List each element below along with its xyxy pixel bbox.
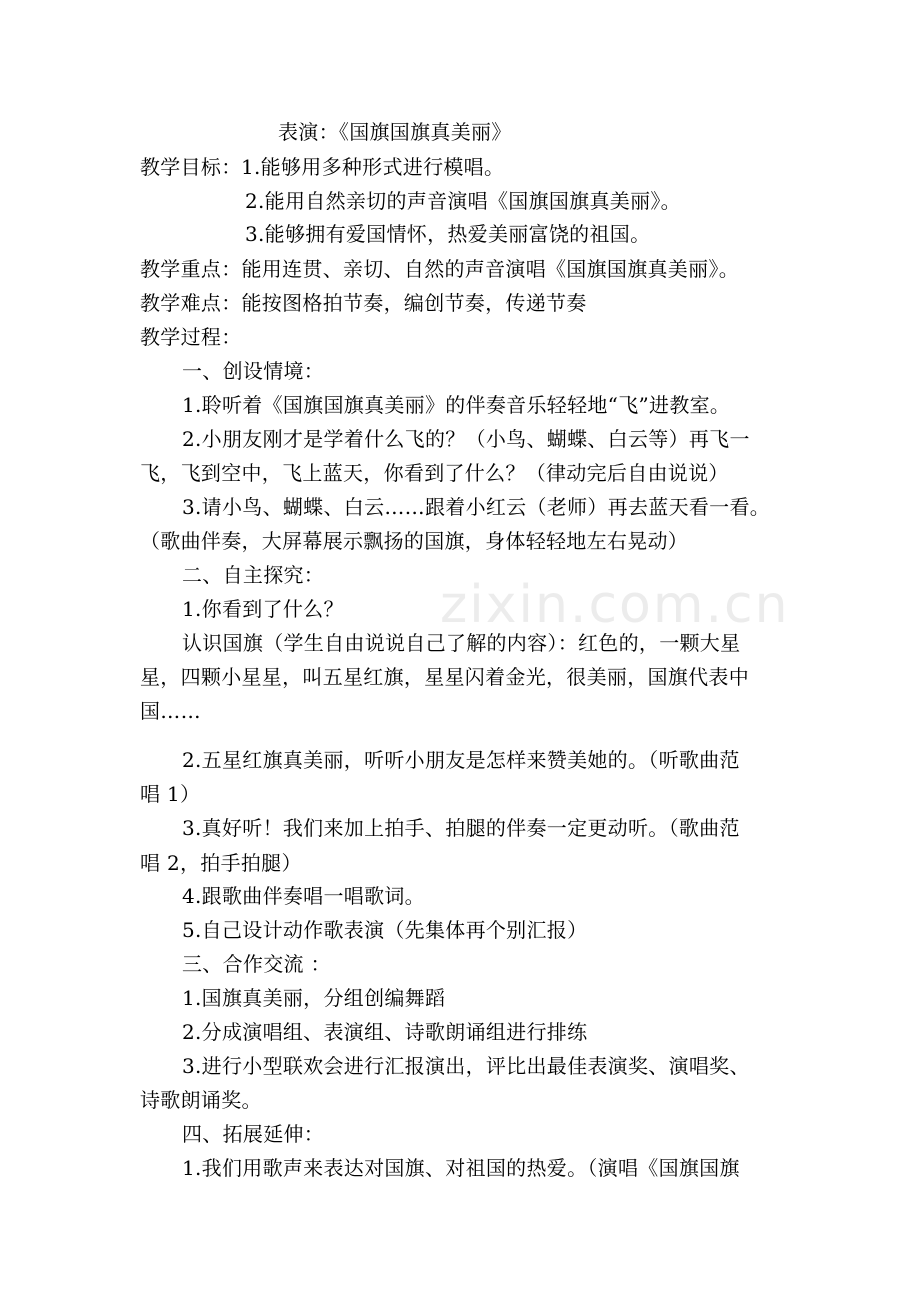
section-3-item-1: 1.国旗真美丽，分组创编舞蹈 — [182, 986, 446, 1010]
goal-3: 3.能够拥有爱国情怀，热爱美丽富饶的祖国。 — [245, 222, 651, 246]
document-title: 表演：《国旗国旗真美丽》 — [278, 120, 512, 144]
watermark: zixin.com.cn — [440, 575, 790, 635]
section-1-heading: 一、创设情境： — [182, 359, 325, 383]
section-2-item-3-line-2: 唱 2，拍手拍腿） — [140, 851, 302, 875]
section-2-item-2-line-2: 唱 1） — [140, 782, 201, 806]
section-4-item-1: 1.我们用歌声来表达对国旗、对祖国的热爱。（演唱《国旗国旗 — [182, 1156, 740, 1180]
section-2-item-3-line-1: 3.真好听！我们来加上拍手、拍腿的伴奏一定更动听。（歌曲范 — [182, 816, 740, 840]
goal-2: 2.能用自然亲切的声音演唱《国旗国旗真美丽》。 — [245, 189, 681, 213]
section-2-flag-line-1: 认识国旗（学生自由说说自己了解的内容）：红色的，一颗大星 — [182, 631, 741, 655]
section-3-item-3-line-1: 3.进行小型联欢会进行汇报演出，评比出最佳表演奖、演唱奖、 — [182, 1054, 750, 1078]
section-2-heading: 二、自主探究： — [182, 563, 325, 587]
section-1-item-2-line-1: 2.小朋友刚才是学着什么飞的？（小鸟、蝴蝶、白云等）再飞一 — [182, 427, 750, 451]
key-point: 教学重点：能用连贯、亲切、自然的声音演唱《国旗国旗真美丽》。 — [140, 257, 739, 281]
goals-label: 教学目标： — [140, 155, 242, 179]
section-2-flag-line-2: 星，四颗小星星，叫五星红旗，星星闪着金光，很美丽，国旗代表中 — [140, 665, 749, 689]
section-2-item-1: 1.你看到了什么？ — [182, 597, 344, 621]
section-1-item-3-line-2: （歌曲伴奏，大屏幕展示飘扬的国旗，身体轻轻地左右晃动） — [140, 529, 689, 553]
section-1-item-3-line-1: 3.请小鸟、蝴蝶、白云……跟着小红云（老师）再去蓝天看一看。 — [182, 495, 771, 519]
goal-1: 1.能够用多种形式进行模唱。 — [241, 155, 505, 179]
section-2-item-5: 5.自己设计动作歌表演（先集体再个别汇报） — [182, 918, 588, 942]
section-1-item-2-line-2: 飞，飞到空中，飞上蓝天，你看到了什么？（律动完后自由说说） — [140, 461, 729, 485]
section-4-heading: 四、拓展延伸： — [182, 1122, 325, 1146]
section-2-flag-line-3: 国…… — [140, 699, 201, 723]
section-3-item-3-line-2: 诗歌朗诵奖。 — [140, 1088, 262, 1112]
section-2-item-4: 4.跟歌曲伴奏唱一唱歌词。 — [182, 884, 425, 908]
section-1-item-1: 1.聆听着《国旗国旗真美丽》的伴奏音乐轻轻地“飞”进教室。 — [182, 393, 731, 417]
section-3-heading: 三、合作交流 ： — [182, 952, 331, 976]
section-3-item-2: 2.分成演唱组、表演组、诗歌朗诵组进行排练 — [182, 1020, 588, 1044]
difficulty: 教学难点：能按图格拍节奏，编创节奏，传递节奏 — [140, 291, 587, 315]
section-2-item-2-line-1: 2.五星红旗真美丽，听听小朋友是怎样来赞美她的。（听歌曲范 — [182, 748, 740, 772]
process-label: 教学过程： — [140, 325, 242, 349]
